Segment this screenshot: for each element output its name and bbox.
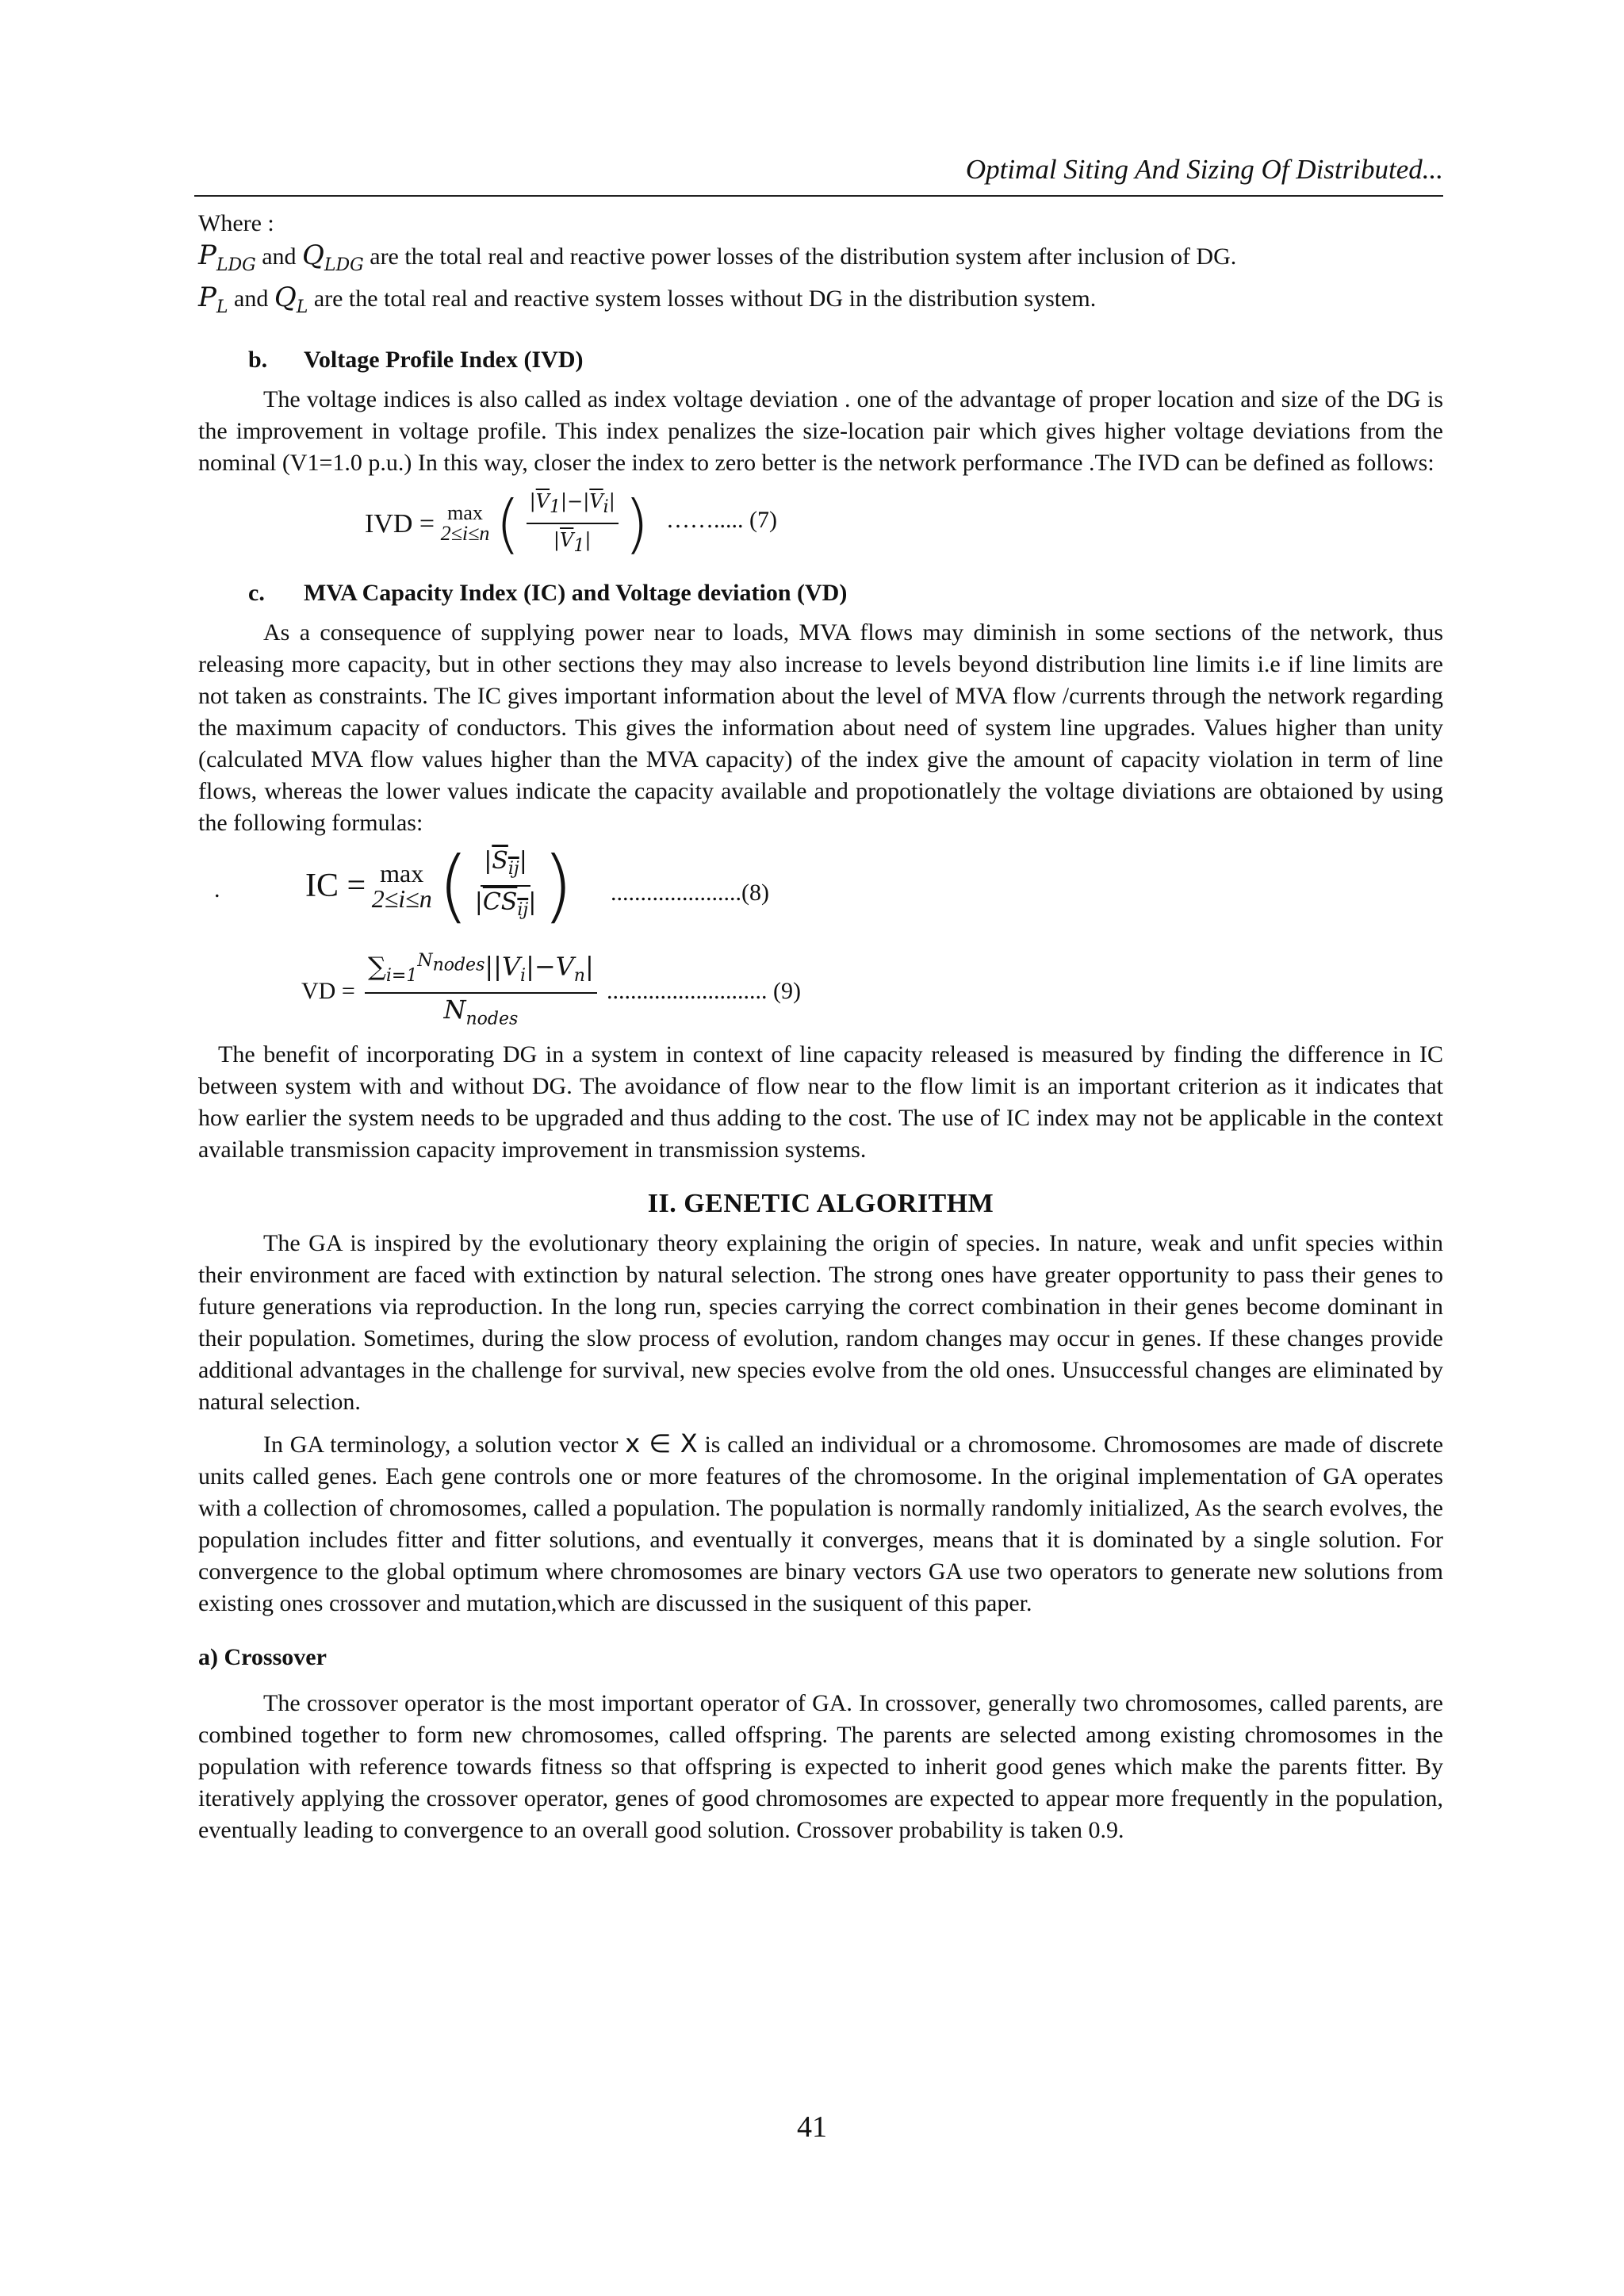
eq8-number: ......................(8) xyxy=(611,879,769,906)
eq9-number: ........................... (9) xyxy=(607,977,801,1004)
equation-9: VD = $\frac{\sum_{i=1}^{N_{nodes}}||V_i|-V_n|}{N_{nodes}}$ ........................... (9) xyxy=(198,945,1443,1033)
section-heading-genetic-algorithm: II. GENETIC ALGORITHM xyxy=(647,1188,994,1218)
where-line-2: $P_L$ and $Q_L$ are the total real and reactive system losses without DG in the distribution system. xyxy=(198,281,1097,317)
where-line-1: $P_{LDG}$ and $Q_{LDG}$ are the total real and reactive power losses of the distribution system after inclusion of DG. xyxy=(198,240,1237,275)
math-x-in-x: x ∈ X xyxy=(625,1428,698,1458)
ic-paragraph: As a consequence of supplying power near to loads, MVA flows may diminish in some sections of the network, thus releasing more capacity, but in other sections they may also increase to levels beyond distribution line limits i.e if line limits are not taken as constraints. The IC gives important information about the level of MVA flow /currents through the network regarding the maximum capacity of conductors. This gives the information about need of system line upgrades. Values higher than unity (calculated MVA flow values higher than the MVA capacity) of the index give the amount of capacity violation in term of line flows, whereas the lower values indicate the capacity available and propotionatlely the voltage diviations are obtaioned by using the following formulas: xyxy=(198,619,1443,836)
ga-paragraph-2: In GA terminology, a solution vector x ∈ X is called an individual or a chromosome. Chromosomes are made of discrete units called genes. Each gene controls one or more features of the chromosome. In the original implementation of GA operates with a collection of chromosomes, called a population. The population is normally randomly initialized, As the search evolves, the population includes fitter and fitter solutions, and eventually it converges, means that it is dominated by a single solution. For convergence to the global optimum where chromosomes are binary vectors GA use two operators to generate new solutions from existing ones crossover and mutation,which are discussed in the susiquent of this paper. xyxy=(198,1428,1444,1616)
ga-paragraph-1: The GA is inspired by the evolutionary theory explaining the origin of species. In nature, weak and unfit species within their environment are faced with extinction by natural selection. The strong ones have greater opportunity to pass their genes to future generations via reproduction. In the long run, species carrying the correct combination in their genes become dominant in their population. Sometimes, during the slow process of evolution, random changes may occur in genes. If these changes provide additional advantages in the challenge for survival, new species evolve from the old ones. Unsuccessful changes are eliminated by natural selection. xyxy=(198,1229,1443,1415)
eq7-number: ……..... (7) xyxy=(666,506,777,533)
equation-7: IVD = max 2≤i≤n ( $\frac{|\overline{V}_1|-|\overline{V}_i|}{|\overline{V}_1|}$ ) ……..... (7) xyxy=(198,485,1443,557)
math-q-l: $Q_L$ xyxy=(274,281,308,317)
math-p-ldg: $P_{LDG}$ xyxy=(198,240,256,275)
where-label: Where : xyxy=(198,210,274,236)
ic-benefit-paragraph: The benefit of incorporating DG in a system in context of line capacity released is measured by finding the difference in IC between system with and without DG. The avoidance of flow near to the flow limit is an important criterion as it indicates that how earlier the system needs to be upgraded and thus adding to the cost. The use of IC index may not be applicable in the context available transmission capacity improvement in transmission systems. xyxy=(198,1041,1443,1163)
ivd-paragraph: The voltage indices is also called as index voltage deviation . one of the advantage of proper location and size of the DG is the improvement in voltage profile. This index penalizes the size-location pair which gives higher voltage deviations from the nominal (V1=1.0 p.u.) In this way, closer the index to zero better is the network performance .The IVD can be defined as follows: xyxy=(198,385,1443,476)
eq8-fraction: $\frac{|S_{ij}|}{|CS_{ij}|}$ xyxy=(474,846,537,920)
page-body xyxy=(198,208,1443,1846)
math-p-l: $P_L$ xyxy=(198,281,228,317)
running-header xyxy=(194,151,1443,197)
running-title: Optimal Siting And Sizing Of Distributed... xyxy=(965,154,1443,185)
equation-8: . IC = max 2≤i≤n ( $\frac{|S_{ij}|}{|CS_{ij}|}$ ) ......................(8) xyxy=(214,838,769,932)
page-number: 41 xyxy=(797,2110,827,2144)
eq7-fraction: $\frac{|\overline{V}_1|-|\overline{V}_i|}{|\overline{V}_1|}$ xyxy=(527,485,619,563)
math-q-ldg: $Q_{LDG}$ xyxy=(302,240,364,275)
subsection-crossover-heading: a) Crossover xyxy=(198,1643,327,1670)
eq9-fraction: $\frac{\sum_{i=1}^{N_{nodes}}||V_i|-V_n|}{N_{nodes}}$ xyxy=(365,945,597,1035)
crossover-paragraph: The crossover operator is the most important operator of GA. In crossover, generally two chromosomes, called parents, are combined together to form new chromosomes, called offspring. The parents are selected among existing chromosomes in the population with reference towards fitness so that offspring is expected to inherit good genes which make the parents fitter. By iteratively applying the crossover operator, genes of good chromosomes are expected to appear more frequently in the population, eventually leading to convergence to an overall good solution. Crossover probability is taken 0.9. xyxy=(198,1689,1443,1843)
subsection-c-heading: c. MVA Capacity Index (IC) and Voltage deviation (VD) xyxy=(248,579,848,606)
subsection-b-heading: b. Voltage Profile Index (IVD) xyxy=(248,346,584,373)
